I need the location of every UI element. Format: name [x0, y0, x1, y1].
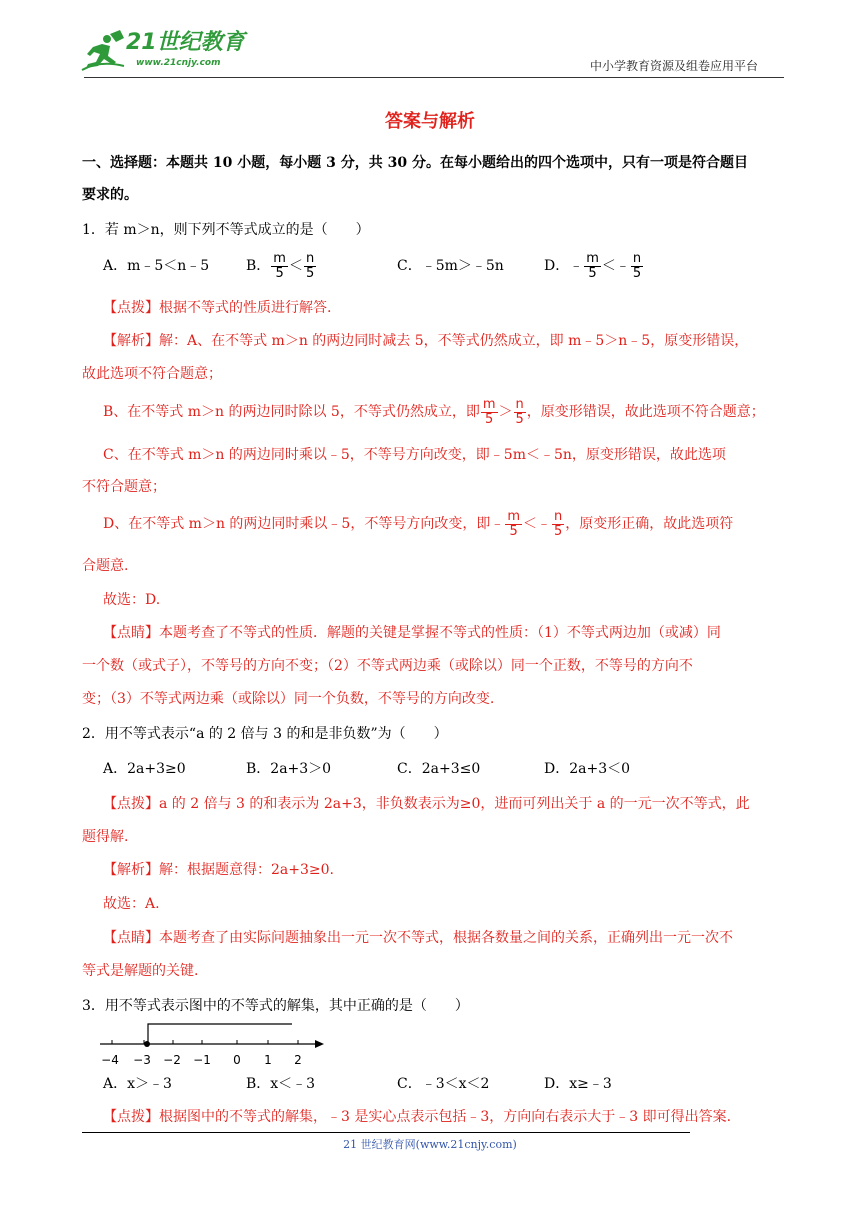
q2-dianjing-line2: 等式是解题的关键. — [82, 963, 199, 979]
fraction-n-over-5 — [514, 398, 526, 427]
site-logo — [80, 28, 250, 76]
q3-option-a: A．x＞﹣3 — [103, 1076, 172, 1092]
q2-choose: 故选：A. — [103, 896, 160, 912]
q1-dianjing-line1: 【点睛】本题考查了不等式的性质．解题的关键是掌握不等式的性质：（1）不等式两边加（或减）同 — [103, 625, 721, 641]
q1-option-c: C．﹣5m＞﹣5n — [397, 258, 504, 274]
tick-label: −1 — [193, 1053, 211, 1067]
q1-analysis-c-line2: 不符合题意； — [82, 479, 166, 495]
frac-den: 5 — [509, 523, 518, 539]
analysis-b-post: ，原变形错误，故此选项不符合题意； — [526, 404, 765, 420]
frac-num: n — [632, 250, 642, 266]
analysis-d-rel: ＜﹣ — [523, 516, 551, 532]
q3-option-d: D．x≥﹣3 — [544, 1076, 612, 1092]
solid-point-marker — [144, 1041, 150, 1047]
frac-den: 5 — [275, 265, 284, 281]
q2-dianjing-line1: 【点睛】本题考查了由实际问题抽象出一元一次不等式，根据各数量之间的关系，正确列出一元一次不 — [103, 930, 733, 946]
frac-num: m — [586, 250, 599, 266]
q2-jiexi: 【解析】解：根据题意得：2a+3≥0. — [103, 862, 334, 878]
frac-num: n — [305, 250, 315, 266]
analysis-b-pre: B、在不等式 m＞n 的两边同时除以 5，不等式仍然成立，即 — [103, 404, 480, 420]
q1-analysis-b — [103, 396, 765, 428]
q1-jiexi-line1: 【解析】解：A、在不等式 m＞n 的两边同时减去 5，不等式仍然成立，即 m﹣5＞n﹣5，原变形错误， — [103, 333, 749, 349]
q1-option-d-rel: ＜﹣ — [601, 258, 630, 274]
q2-stem: 2．用不等式表示“a 的 2 倍与 3 的和是非负数”为（ ） — [82, 726, 448, 742]
fraction-n-over-5 — [304, 252, 316, 281]
runner-logo-icon — [80, 30, 128, 74]
header-divider — [84, 77, 784, 78]
fraction-m-over-5 — [271, 252, 288, 281]
footer-divider — [82, 1132, 690, 1133]
frac-num: n — [554, 508, 563, 524]
fraction-m-over-5 — [481, 398, 498, 427]
frac-num: m — [273, 250, 286, 266]
q1-option-b-label: B． — [246, 258, 271, 274]
footer-text: 21 世纪教育网(www.21cnjy.com) — [343, 1138, 517, 1151]
q1-dianbo: 【点拨】根据不等式的性质进行解答. — [103, 300, 332, 316]
fraction-m-over-5 — [584, 252, 601, 281]
frac-num: n — [515, 396, 524, 412]
q1-jiexi-line2: 故此选项不符合题意； — [82, 366, 222, 382]
fraction-n-over-5 — [552, 510, 564, 539]
frac-den: 5 — [588, 265, 597, 281]
platform-name: 中小学教育资源及组卷应用平台 — [590, 59, 759, 73]
section-heading-line1: 一、选择题：本题共 10 小题，每小题 3 分，共 30 分。在每小题给出的四个选项中，只有一项是符合题目 — [82, 155, 748, 171]
logo-text: 21世纪教育 — [126, 30, 245, 55]
number-line-figure — [96, 1022, 336, 1070]
analysis-d-pre: D、在不等式 m＞n 的两边同时乘以﹣5，不等号方向改变，即﹣ — [103, 516, 505, 532]
q3-option-c: C．﹣3＜x＜2 — [397, 1076, 490, 1092]
tick-label: −2 — [163, 1053, 181, 1067]
frac-den: 5 — [515, 411, 524, 427]
q1-analysis-d-line2: 合题意. — [82, 558, 129, 574]
section-heading-line2: 要求的。 — [82, 187, 138, 203]
frac-num: m — [507, 508, 520, 524]
q1-option-b-rel: ＜ — [288, 258, 303, 274]
q2-dianbo-line2: 题得解. — [82, 829, 129, 845]
q1-stem: 1．若 m＞n，则下列不等式成立的是（ ） — [82, 222, 370, 238]
q1-choose: 故选：D. — [103, 592, 161, 608]
tick-label: −3 — [133, 1053, 151, 1067]
q1-dianjing-line2: 一个数（或式子），不等号的方向不变；（2）不等式两边乘（或除以）同一个正数，不等号的方向不 — [82, 658, 693, 674]
q1-analysis-c-line1: C、在不等式 m＞n 的两边同时乘以﹣5，不等号方向改变，即﹣5m＜﹣5n，原变形错误，故此选项 — [103, 447, 726, 463]
q1-option-d — [544, 250, 644, 282]
q1-option-d-label: D．﹣ — [544, 258, 584, 274]
q1-option-b — [246, 250, 317, 282]
q2-option-a: A．2a+3≥0 — [103, 761, 186, 777]
q2-option-c: C．2a+3≤0 — [397, 761, 481, 777]
tick-label: 1 — [264, 1053, 272, 1067]
fraction-n-over-5 — [631, 252, 643, 281]
analysis-d-post: ，原变形正确，故此选项符 — [565, 516, 734, 532]
q1-dianjing-line3: 变；（3）不等式两边乘（或除以）同一个负数，不等号的方向改变. — [82, 691, 495, 707]
frac-den: 5 — [485, 411, 494, 427]
q2-option-d: D．2a+3＜0 — [544, 761, 631, 777]
q1-option-a: A．m﹣5＜n﹣5 — [103, 258, 210, 274]
q3-dianbo: 【点拨】根据图中的不等式的解集，﹣3 是实心点表示包括﹣3，方向向右表示大于﹣3 即可得出答案. — [103, 1109, 732, 1125]
page-title: 答案与解析 — [385, 111, 475, 132]
frac-den: 5 — [305, 265, 315, 281]
tick-label: −4 — [101, 1053, 119, 1067]
analysis-b-rel: ＞ — [498, 404, 513, 420]
axis-arrow-icon — [315, 1040, 324, 1048]
q1-analysis-d — [103, 508, 733, 540]
q3-stem: 3．用不等式表示图中的不等式的解集，其中正确的是（ ） — [82, 998, 469, 1014]
q3-option-b: B．x＜﹣3 — [246, 1076, 316, 1092]
frac-den: 5 — [632, 265, 642, 281]
logo-url: www.21cnjy.com — [136, 58, 221, 68]
q2-option-b: B．2a+3＞0 — [246, 761, 332, 777]
q2-dianbo-line1: 【点拨】a 的 2 倍与 3 的和表示为 2a+3，非负数表示为≥0，进而可列出关于 a 的一元一次不等式，此 — [103, 796, 750, 812]
solution-bracket — [148, 1024, 292, 1044]
tick-label: 0 — [233, 1053, 241, 1067]
tick-label: 2 — [294, 1053, 302, 1067]
frac-den: 5 — [554, 523, 563, 539]
fraction-m-over-5 — [505, 510, 522, 539]
frac-num: m — [482, 396, 496, 412]
